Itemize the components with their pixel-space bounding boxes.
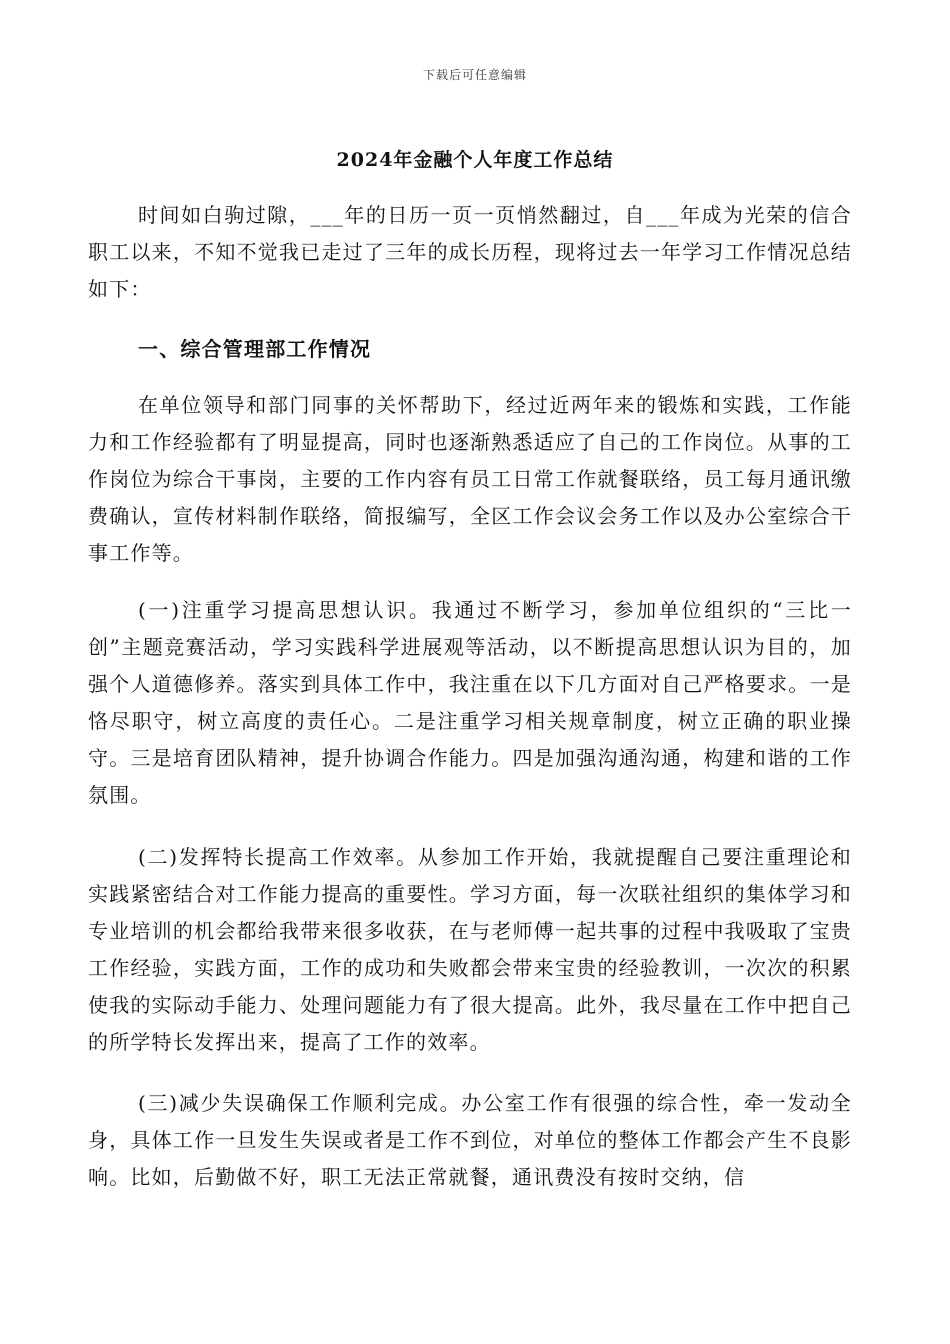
header-note: 下载后可任意编辑 — [422, 68, 527, 82]
document-title: 2024年金融个人年度工作总结 — [336, 149, 614, 171]
intro-paragraph: 时间如白驹过隙，___年的日历一页一页悄然翻过，自___年成为光荣的信合职工以来，不知不觉我已走过了三年的成长历程，现将过去一年学习工作情况总结如下： — [88, 203, 852, 301]
body-paragraph: (二)发挥特长提高工作效率。从参加工作开始，我就提醒自己要注重理论和实践紧密结合对工作能力提高的重要性。学习方面，每一次联社组织的集体学习和专业培训的机会都给我带来很多收获，在与老师傅一起共事的过程中我吸取了宝贵工作经验，实践方面，工作的成功和失败都会带来宝贵的经验教训，一次次的积累使我的实际动手能力、处理问题能力有了很大提高。此外，我尽量在工作中把自己的所学特长发挥出来，提高了工作的效率。 — [88, 845, 852, 1054]
body-paragraph: (三)减少失误确保工作顺利完成。办公室工作有很强的综合性，牵一发动全身，具体工作一旦发生失误或者是工作不到位，对单位的整体工作都会产生不良影响。比如，后勤做不好，职工无法正常就餐，通讯费没有按时交纳，信 — [88, 1091, 852, 1189]
section-heading: 一、综合管理部工作情况 — [138, 337, 372, 361]
body-paragraph: (一)注重学习提高思想认识。我通过不断学习，参加单位组织的“三比一创”主题竞赛活动，学习实践科学进展观等活动，以不断提高思想认识为目的，加强个人道德修养。落实到具体工作中，我注重在以下几方面对自己严格要求。一是恪尽职守，树立高度的责任心。二是注重学习相关规章制度，树立正确的职业操守。三是培育团队精神，提升协调合作能力。四是加强沟通沟通，构建和谐的工作氛围。 — [88, 598, 852, 807]
body-paragraph: 在单位领导和部门同事的关怀帮助下，经过近两年来的锻炼和实践，工作能力和工作经验都有了明显提高，同时也逐渐熟悉适应了自己的工作岗位。从事的工作岗位为综合干事岗，主要的工作内容有员工日常工作就餐联络，员工每月通讯缴费确认，宣传材料制作联络，简报编写，全区工作会议会务工作以及办公室综合干事工作等。 — [88, 393, 852, 565]
